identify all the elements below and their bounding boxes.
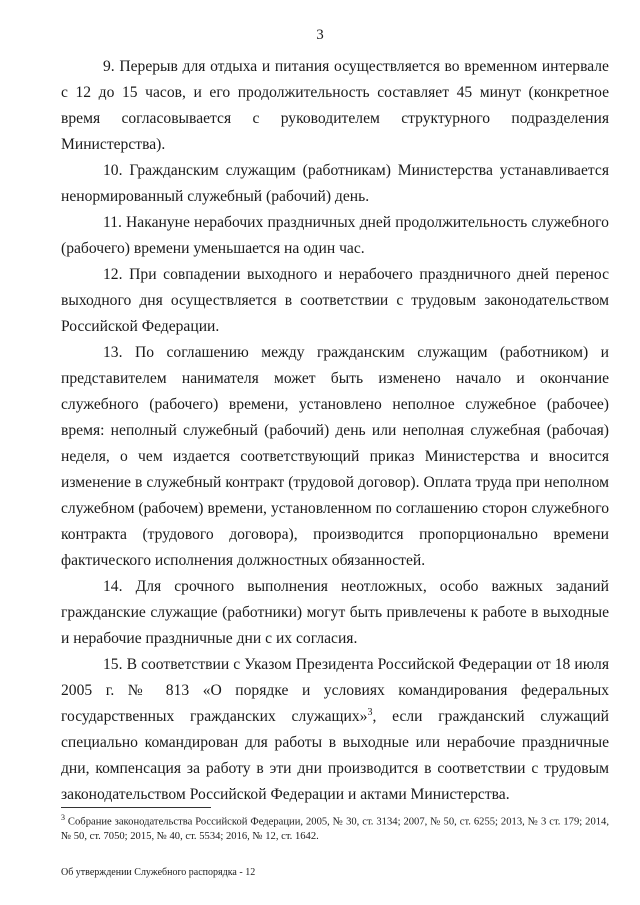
footnote-reference: 3 bbox=[367, 706, 373, 718]
paragraph-text: Перерыв для отдыха и питания осуществляется во временном интервале с 12 до 15 часов, и его продолжительность составляет 45 минут (конкретное время согласовывается с руководителем структурного подразделения Министерства). bbox=[61, 58, 609, 153]
footnote bbox=[61, 811, 609, 844]
paragraph-number: 14. bbox=[103, 578, 123, 595]
page-footer: Об утверждении Служебного распорядка - 12 bbox=[61, 867, 256, 878]
paragraph-number: 10. bbox=[103, 162, 123, 179]
paragraph-14 bbox=[61, 574, 609, 652]
paragraph-number: 12. bbox=[103, 266, 123, 283]
paragraph-9 bbox=[61, 54, 609, 158]
paragraph-number: 15. bbox=[103, 656, 123, 673]
paragraph-number: 9. bbox=[103, 58, 115, 75]
paragraph-number: 11. bbox=[103, 214, 122, 231]
paragraph-text: Для срочного выполнения неотложных, особо важных заданий гражданские служащие (работники) могут быть привлечены к работе в выходные и нерабочие праздничные дни с их согласия. bbox=[61, 578, 609, 647]
paragraph-text: При совпадении выходного и нерабочего праздничного дней перенос выходного дня осуществляется в соответствии с трудовым законодательством Российской Федерации. bbox=[61, 266, 610, 335]
paragraph-13 bbox=[61, 340, 609, 574]
footnote-mark: 3 bbox=[61, 813, 65, 822]
paragraph-text: Гражданским служащим (работникам) Министерства устанавливается ненормированный служебный (рабочий) день. bbox=[61, 162, 609, 205]
paragraph-text: В соответствии с Указом Президента Российской Федерации от 18 июля 2005 г. № 813 «О порядке и условиях командирования федеральных государственных гражданских служащих» bbox=[61, 656, 609, 725]
paragraph-text-continued: , если гражданский служащий специально командирован для работы в выходные или нерабочие праздничные дни, компенсация за работу в эти дни производится в соответствии с трудовым законодательством Российской Федерации и актами Министерства. bbox=[61, 708, 609, 803]
paragraph-text: Накануне нерабочих праздничных дней продолжительность служебного (рабочего) времени уменьшается на один час. bbox=[61, 214, 609, 257]
paragraph-10 bbox=[61, 158, 609, 210]
paragraph-11 bbox=[61, 210, 609, 262]
paragraph-number: 13. bbox=[103, 344, 123, 361]
footnote-text: Собрание законодательства Российской Федерации, 2005, № 30, ст. 3134; 2007, № 50, ст. 6255; 2013, № 3 ст. 179; 2014, № 50, ст. 7050; 2015, № 40, ст. 5534; 2016, № 12, ст. 1642. bbox=[61, 816, 609, 842]
paragraph-12 bbox=[61, 262, 609, 340]
paragraph-15 bbox=[61, 652, 609, 808]
paragraph-text: По соглашению между гражданским служащим (работником) и представителем нанимателя может быть изменено начало и окончание служебного (рабочего) времени, установлено неполное служебное (рабочее) время: неполный служебный (рабочий) день или неполная служебная (рабочая) неделя, о чем издается соответствующий приказ Министерства и вносится изменение в служебный контракт (трудовой договор). Оплата труда при неполном служебном (рабочем) времени, установленном по соглашению сторон служебного контракта (трудового договора), производится пропорционально времени фактического исполнения должностных обязанностей. bbox=[61, 344, 609, 569]
document-body bbox=[61, 54, 609, 808]
page-number: 3 bbox=[316, 27, 324, 43]
footnote-separator bbox=[61, 807, 211, 808]
